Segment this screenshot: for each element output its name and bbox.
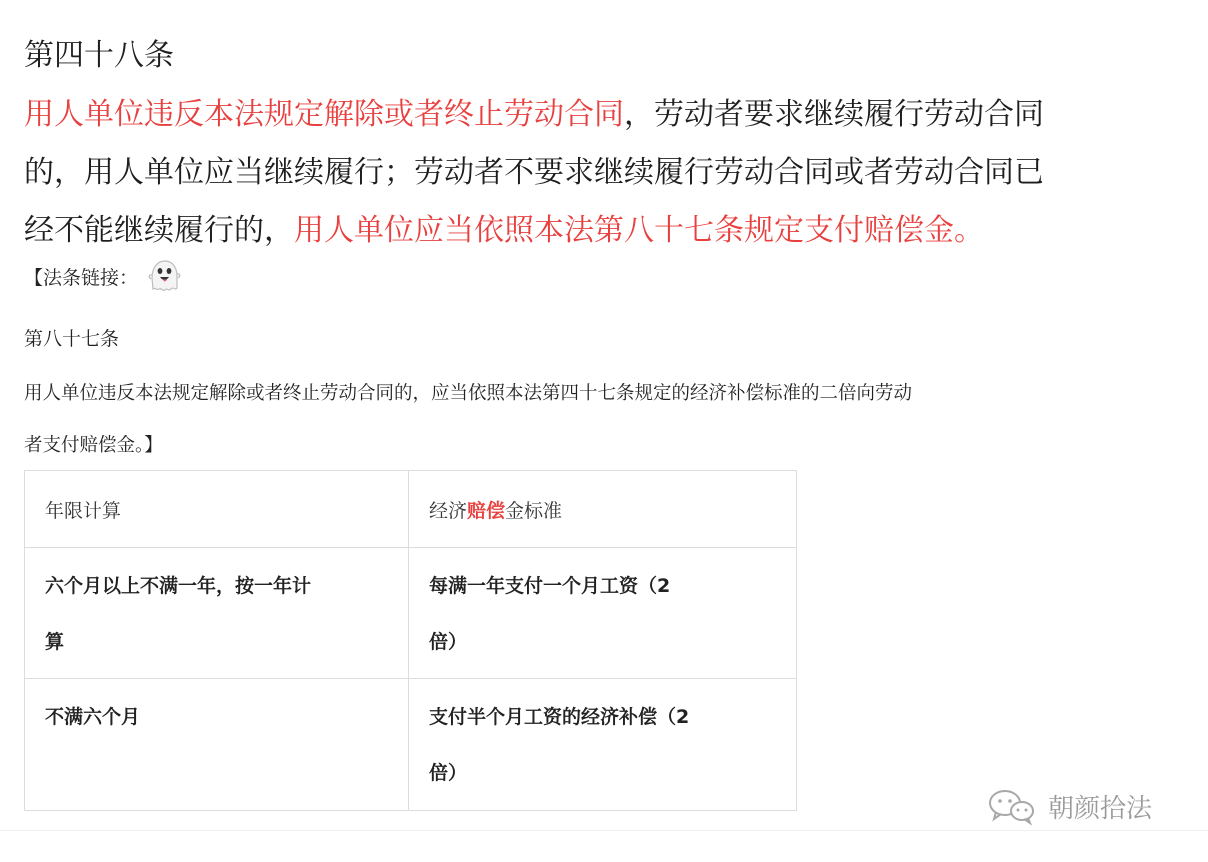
article-line-3 [24,202,1184,260]
article-title: 第四十八条 [24,38,174,73]
table-cell [25,679,409,811]
table-row [25,679,797,811]
watermark [984,784,1152,828]
highlight-text: 赔偿 [467,499,506,522]
table-row [25,548,797,679]
header-text: 经济 [429,499,468,522]
table-cell [25,548,409,679]
table-header-row [25,471,797,548]
law-link-heading [24,258,182,298]
law-link-label: 【法条链接： [24,267,139,289]
highlight-text: 用人单位应当依照本法第八十七条规定支付赔偿金。 [294,213,984,248]
article-text: 经不能继续履行的， [24,213,294,248]
article-line-1 [24,86,1184,144]
cell-line: 不满六个月 [45,706,141,728]
compensation-table [24,470,797,811]
watermark-text: 朝颜拾法 [1048,793,1153,824]
cell-line: 六个月以上不满一年，按一年计 [45,575,312,597]
cell-line: 每满一年支付一个月工资（2 [429,575,671,597]
sub-article-body [24,368,1194,472]
cell-line: 支付半个月工资的经济补偿（2 [429,706,690,728]
sub-article-line-2: 者支付赔偿金。】 [24,435,163,456]
article-line-2: 的，用人单位应当继续履行；劳动者不要求继续履行劳动合同或者劳动合同已 [24,155,1044,190]
article-body [24,86,1184,260]
sub-article-title: 第八十七条 [24,328,120,350]
divider [0,830,1208,831]
wechat-icon [984,786,1040,826]
table-header-cell [409,471,797,548]
ghost-emoji-icon [146,258,182,294]
table-header-cell: 年限计算 [25,471,409,548]
cell-line: 倍） [429,631,468,653]
highlight-text: 用人单位违反本法规定解除或者终止劳动合同 [24,97,624,132]
table-cell [409,548,797,679]
header-text: 金标准 [505,499,563,522]
cell-line: 倍） [429,762,468,784]
table-cell [409,679,797,811]
article-text: ，劳动者要求继续履行劳动合同 [624,97,1044,132]
cell-line: 算 [45,631,65,653]
sub-article-line-1: 用人单位违反本法规定解除或者终止劳动合同的，应当依照本法第四十七条规定的经济补偿标准的二倍向劳动 [24,383,913,404]
